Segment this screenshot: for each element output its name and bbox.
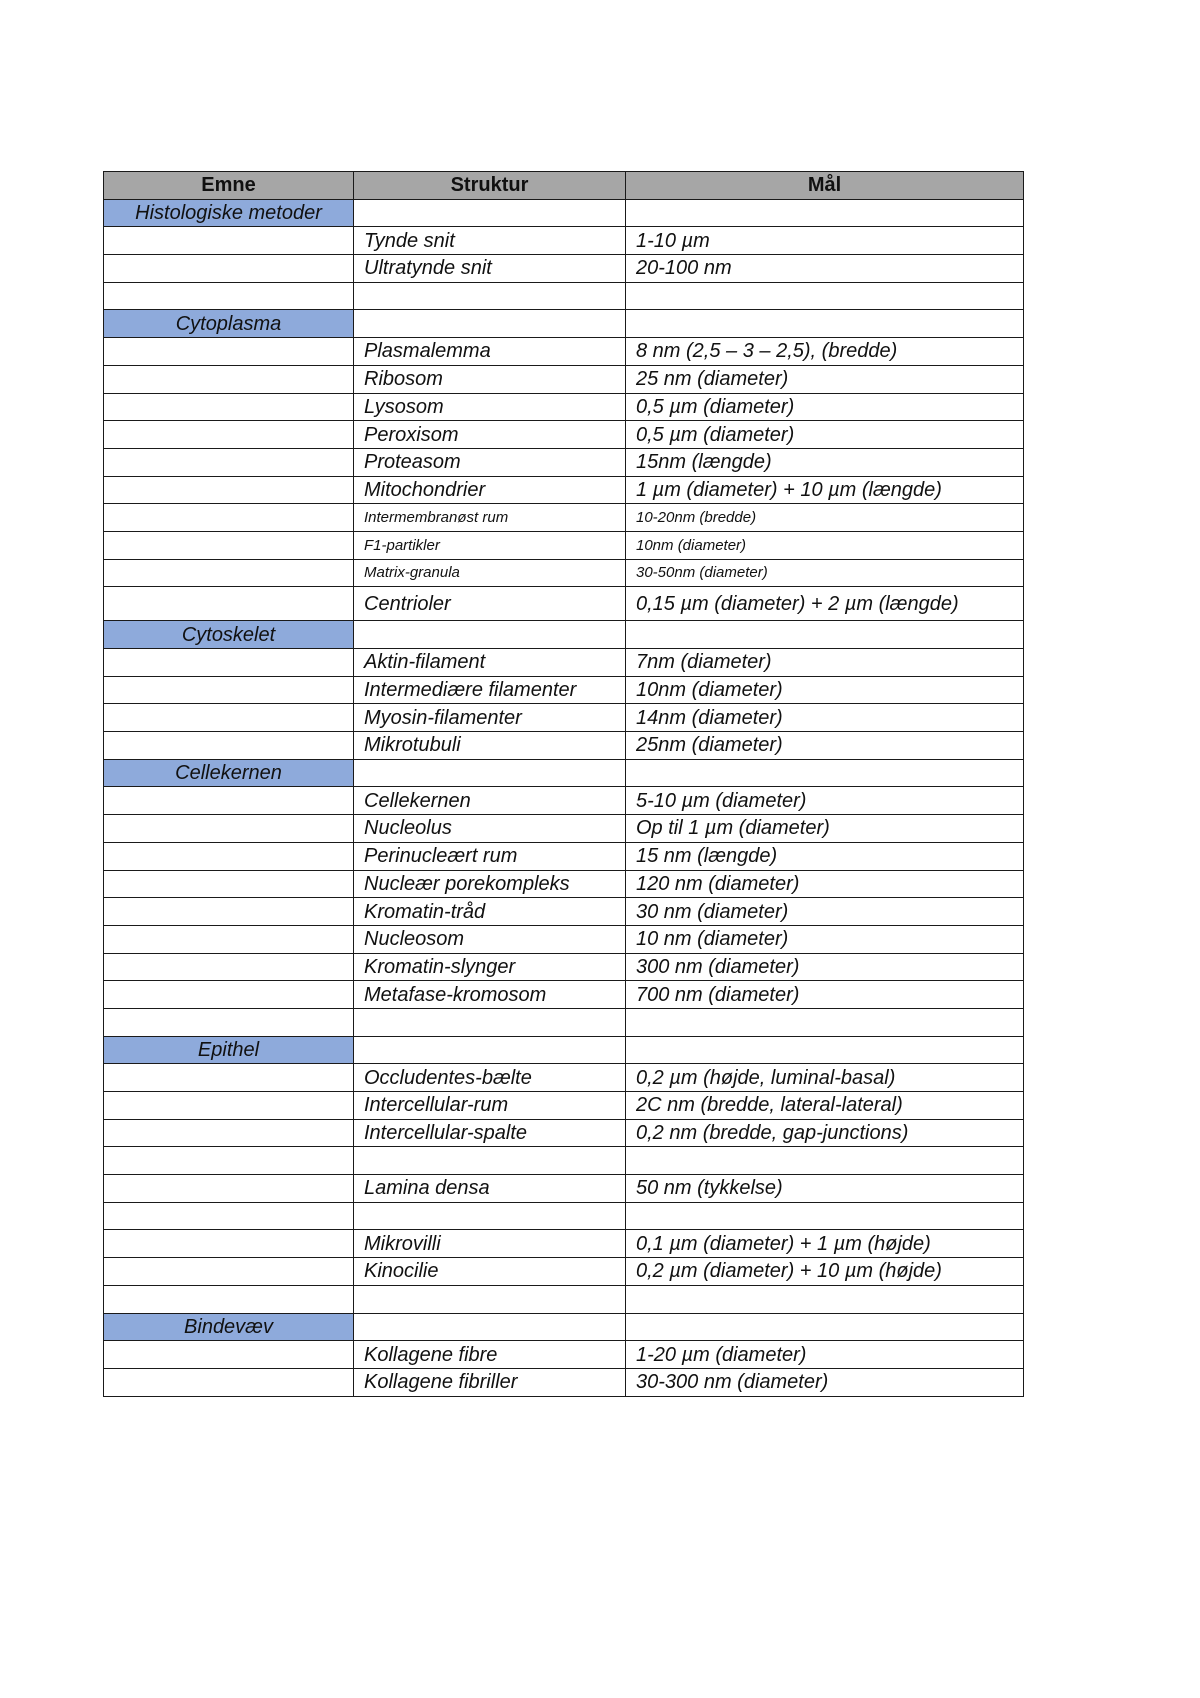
table-row: [104, 393, 1024, 421]
table-row: [104, 1008, 1024, 1036]
measure-cell: 30 nm (diameter): [626, 898, 1024, 926]
measure-cell: [626, 1147, 1024, 1175]
structure-cell: Kromatin-tråd: [354, 898, 626, 926]
measure-cell: 1-10 µm: [626, 227, 1024, 255]
measure-cell: 30-300 nm (diameter): [626, 1368, 1024, 1396]
topic-cell: [104, 1230, 354, 1258]
measure-cell: 15 nm (længde): [626, 842, 1024, 870]
measure-cell: 300 nm (diameter): [626, 953, 1024, 981]
measure-cell: 8 nm (2,5 – 3 – 2,5), (bredde): [626, 338, 1024, 366]
topic-cell: [104, 925, 354, 953]
measure-cell: 7nm (diameter): [626, 649, 1024, 677]
structure-cell: Peroxisom: [354, 421, 626, 449]
measure-cell: [626, 1036, 1024, 1064]
topic-cell: [104, 504, 354, 532]
table-row: [104, 504, 1024, 532]
structure-cell: Myosin-filamenter: [354, 704, 626, 732]
structure-cell: Tynde snit: [354, 227, 626, 255]
topic-cell: [104, 1341, 354, 1369]
measure-cell: 0,2 nm (bredde, gap-junctions): [626, 1119, 1024, 1147]
topic-cell: [104, 1202, 354, 1230]
structure-cell: [354, 1313, 626, 1341]
topic-cell: [104, 393, 354, 421]
measure-cell: [626, 1008, 1024, 1036]
topic-cell: [104, 282, 354, 310]
structure-cell: Intermembranøst rum: [354, 504, 626, 532]
topic-cell: [104, 1119, 354, 1147]
table-row: [104, 1368, 1024, 1396]
measure-cell: [626, 282, 1024, 310]
structure-cell: Mitochondrier: [354, 476, 626, 504]
table-row: [104, 531, 1024, 559]
structure-cell: [354, 1147, 626, 1175]
structure-cell: [354, 1285, 626, 1313]
structure-cell: Nucleær porekompleks: [354, 870, 626, 898]
measure-cell: 14nm (diameter): [626, 704, 1024, 732]
measurements-table: [103, 171, 1024, 1397]
topic-cell: Epithel: [104, 1036, 354, 1064]
topic-cell: [104, 1147, 354, 1175]
structure-cell: F1-partikler: [354, 531, 626, 559]
measure-cell: 2C nm (bredde, lateral-lateral): [626, 1092, 1024, 1120]
measure-cell: 0,5 µm (diameter): [626, 421, 1024, 449]
table-row: [104, 953, 1024, 981]
measure-cell: [626, 621, 1024, 649]
table-row: [104, 1064, 1024, 1092]
table-row: [104, 448, 1024, 476]
table-row: [104, 1313, 1024, 1341]
measure-cell: 1-20 µm (diameter): [626, 1341, 1024, 1369]
structure-cell: Kollagene fibriller: [354, 1368, 626, 1396]
measure-cell: 30-50nm (diameter): [626, 559, 1024, 587]
topic-cell: [104, 842, 354, 870]
structure-cell: Nucleolus: [354, 815, 626, 843]
topic-cell: [104, 421, 354, 449]
structure-cell: Metafase-kromosom: [354, 981, 626, 1009]
table-body: [104, 199, 1024, 1396]
topic-cell: [104, 531, 354, 559]
topic-cell: [104, 1368, 354, 1396]
topic-cell: [104, 1092, 354, 1120]
table-row: [104, 815, 1024, 843]
table-row: [104, 421, 1024, 449]
structure-cell: Mikrotubuli: [354, 732, 626, 760]
structure-cell: Perinucleært rum: [354, 842, 626, 870]
table-row: [104, 199, 1024, 227]
structure-cell: Intercellular-spalte: [354, 1119, 626, 1147]
table-row: [104, 587, 1024, 621]
table-row: [104, 704, 1024, 732]
table-row: [104, 338, 1024, 366]
structure-cell: Ribosom: [354, 365, 626, 393]
measure-cell: 0,15 µm (diameter) + 2 µm (længde): [626, 587, 1024, 621]
topic-cell: [104, 981, 354, 1009]
structure-cell: Intermediære filamenter: [354, 676, 626, 704]
structure-cell: Intercellular-rum: [354, 1092, 626, 1120]
topic-cell: [104, 1285, 354, 1313]
table-row: [104, 621, 1024, 649]
structure-cell: Proteasom: [354, 448, 626, 476]
measure-cell: [626, 1202, 1024, 1230]
measure-cell: 20-100 nm: [626, 255, 1024, 283]
table-row: [104, 870, 1024, 898]
measure-cell: [626, 310, 1024, 338]
topic-cell: [104, 476, 354, 504]
measure-cell: 25 nm (diameter): [626, 365, 1024, 393]
topic-cell: Bindevæv: [104, 1313, 354, 1341]
structure-cell: Nucleosom: [354, 925, 626, 953]
topic-cell: [104, 732, 354, 760]
measure-cell: 10 nm (diameter): [626, 925, 1024, 953]
table-row: [104, 759, 1024, 787]
header-maal: Mål: [626, 172, 1024, 200]
measure-cell: 10nm (diameter): [626, 676, 1024, 704]
table-row: [104, 787, 1024, 815]
topic-cell: [104, 898, 354, 926]
structure-cell: Ultratynde snit: [354, 255, 626, 283]
structure-cell: [354, 310, 626, 338]
topic-cell: Histologiske metoder: [104, 199, 354, 227]
topic-cell: [104, 1064, 354, 1092]
topic-cell: Cytoskelet: [104, 621, 354, 649]
table-row: [104, 1119, 1024, 1147]
topic-cell: [104, 587, 354, 621]
structure-cell: [354, 1008, 626, 1036]
measure-cell: 0,5 µm (diameter): [626, 393, 1024, 421]
measure-cell: 0,2 µm (højde, luminal-basal): [626, 1064, 1024, 1092]
structure-cell: [354, 759, 626, 787]
table-row: [104, 1092, 1024, 1120]
measure-cell: 10nm (diameter): [626, 531, 1024, 559]
structure-cell: Kollagene fibre: [354, 1341, 626, 1369]
topic-cell: [104, 676, 354, 704]
topic-cell: Cytoplasma: [104, 310, 354, 338]
topic-cell: [104, 953, 354, 981]
table-row: [104, 282, 1024, 310]
measure-cell: [626, 759, 1024, 787]
table-row: [104, 842, 1024, 870]
measure-cell: 15nm (længde): [626, 448, 1024, 476]
measure-cell: 10-20nm (bredde): [626, 504, 1024, 532]
table-row: [104, 1258, 1024, 1286]
structure-cell: Aktin-filament: [354, 649, 626, 677]
table-row: [104, 1202, 1024, 1230]
table-row: [104, 1341, 1024, 1369]
structure-cell: Kinocilie: [354, 1258, 626, 1286]
measure-cell: 0,2 µm (diameter) + 10 µm (højde): [626, 1258, 1024, 1286]
header-struktur: Struktur: [354, 172, 626, 200]
topic-cell: [104, 787, 354, 815]
measure-cell: 50 nm (tykkelse): [626, 1175, 1024, 1203]
structure-cell: [354, 1202, 626, 1230]
structure-cell: Mikrovilli: [354, 1230, 626, 1258]
table-row: [104, 227, 1024, 255]
table-row: [104, 255, 1024, 283]
topic-cell: [104, 870, 354, 898]
topic-cell: [104, 338, 354, 366]
table-row: [104, 649, 1024, 677]
table-row: [104, 732, 1024, 760]
structure-cell: [354, 1036, 626, 1064]
measure-cell: [626, 1285, 1024, 1313]
measure-cell: [626, 199, 1024, 227]
measure-cell: 25nm (diameter): [626, 732, 1024, 760]
structure-cell: Lamina densa: [354, 1175, 626, 1203]
table-row: [104, 1230, 1024, 1258]
topic-cell: Cellekernen: [104, 759, 354, 787]
structure-cell: [354, 621, 626, 649]
structure-cell: Cellekernen: [354, 787, 626, 815]
topic-cell: [104, 704, 354, 732]
structure-cell: Kromatin-slynger: [354, 953, 626, 981]
topic-cell: [104, 365, 354, 393]
topic-cell: [104, 1258, 354, 1286]
header-row: [104, 172, 1024, 200]
table-row: [104, 898, 1024, 926]
table-row: [104, 981, 1024, 1009]
table-row: [104, 1036, 1024, 1064]
topic-cell: [104, 649, 354, 677]
structure-cell: Matrix-granula: [354, 559, 626, 587]
table-row: [104, 310, 1024, 338]
table-row: [104, 1175, 1024, 1203]
structure-cell: Plasmalemma: [354, 338, 626, 366]
structure-cell: [354, 282, 626, 310]
topic-cell: [104, 227, 354, 255]
structure-cell: [354, 199, 626, 227]
table-row: [104, 676, 1024, 704]
topic-cell: [104, 1008, 354, 1036]
structure-cell: Lysosom: [354, 393, 626, 421]
structure-cell: Occludentes-bælte: [354, 1064, 626, 1092]
measure-cell: Op til 1 µm (diameter): [626, 815, 1024, 843]
table-row: [104, 1285, 1024, 1313]
topic-cell: [104, 1175, 354, 1203]
topic-cell: [104, 815, 354, 843]
table-row: [104, 925, 1024, 953]
measure-cell: 700 nm (diameter): [626, 981, 1024, 1009]
topic-cell: [104, 448, 354, 476]
measure-cell: [626, 1313, 1024, 1341]
table-row: [104, 365, 1024, 393]
table-row: [104, 559, 1024, 587]
table-row: [104, 1147, 1024, 1175]
measure-cell: 5-10 µm (diameter): [626, 787, 1024, 815]
topic-cell: [104, 559, 354, 587]
topic-cell: [104, 255, 354, 283]
measure-cell: 1 µm (diameter) + 10 µm (længde): [626, 476, 1024, 504]
table-row: [104, 476, 1024, 504]
structure-cell: Centrioler: [354, 587, 626, 621]
measure-cell: 120 nm (diameter): [626, 870, 1024, 898]
header-emne: Emne: [104, 172, 354, 200]
measure-cell: 0,1 µm (diameter) + 1 µm (højde): [626, 1230, 1024, 1258]
